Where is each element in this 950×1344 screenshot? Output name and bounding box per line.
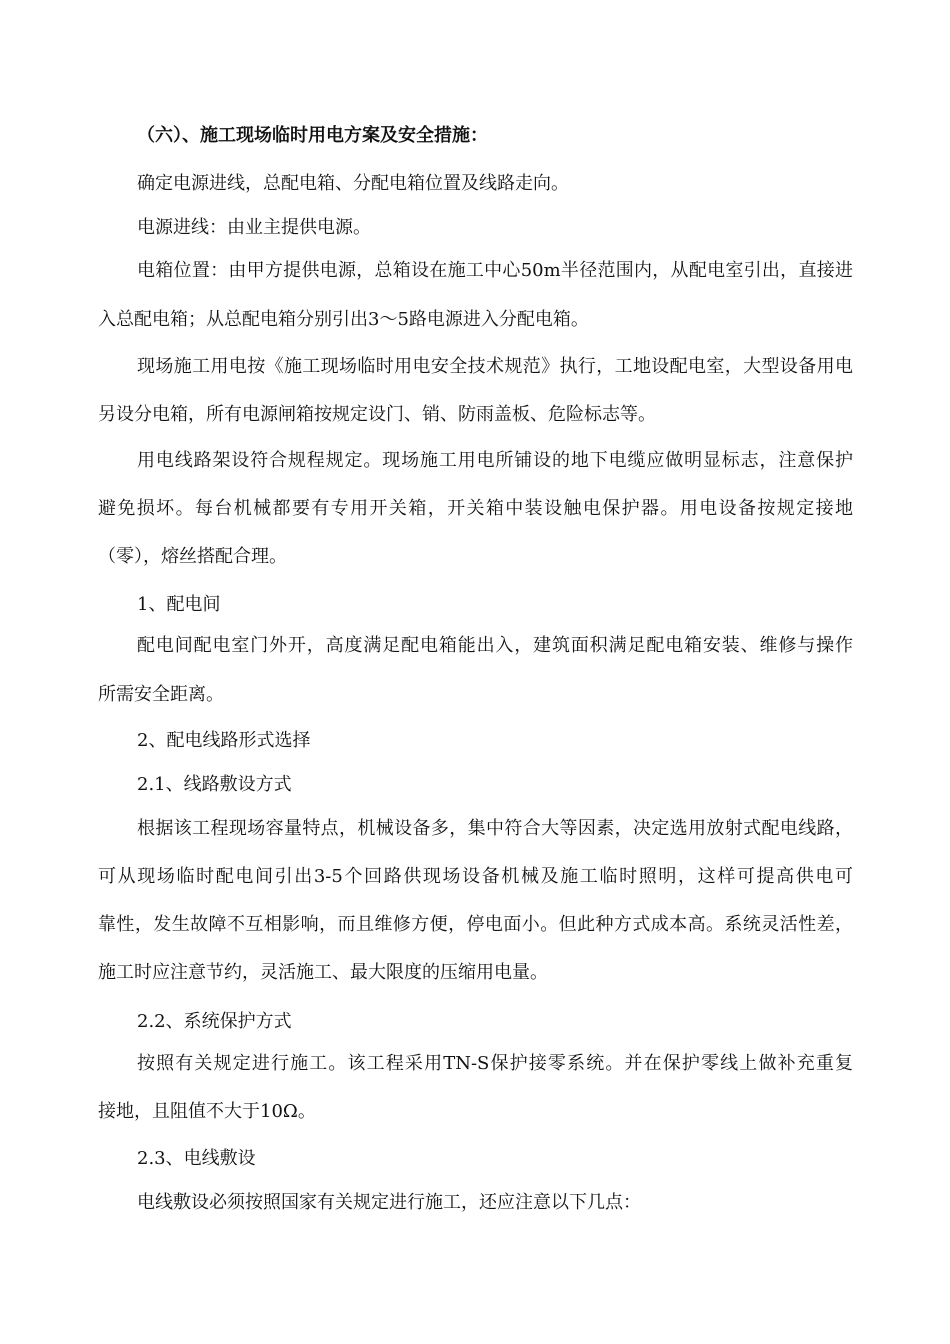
paragraph-line: 用电线路架设符合规程规定。现场施工用电所铺设的地下电缆应做明显标志，注意保护 (137, 450, 853, 471)
paragraph-line: 靠性，发生故障不互相影响，而且维修方便，停电面小。但此种方式成本高。系统灵活性差， (98, 914, 853, 935)
section-subheading: 2、配电线路形式选择 (137, 730, 311, 751)
paragraph-line: 确定电源进线，总配电箱、分配电箱位置及线路走向。 (137, 173, 569, 194)
paragraph-line: 所需安全距离。 (98, 684, 224, 705)
paragraph-line: 电箱位置：由甲方提供电源，总箱设在施工中心50m半径范围内，从配电室引出，直接进 (137, 260, 853, 281)
paragraph-line: 现场施工用电按《施工现场临时用电安全技术规范》执行，工地设配电室，大型设备用电 (137, 356, 853, 377)
paragraph-line: 施工时应注意节约，灵活施工、最大限度的压缩用电量。 (98, 962, 548, 983)
paragraph-line: 电线敷设必须按照国家有关规定进行施工，还应注意以下几点： (137, 1192, 641, 1213)
paragraph-line: 根据该工程现场容量特点，机械设备多，集中符合大等因素，决定选用放射式配电线路， (137, 818, 853, 839)
paragraph-line: 接地，且阻值不大于10Ω。 (98, 1101, 316, 1122)
section-subheading: 2.2、系统保护方式 (137, 1011, 292, 1032)
paragraph-line: （零），熔丝搭配合理。 (98, 546, 287, 567)
section-subheading: 2.3、电线敷设 (137, 1148, 256, 1169)
section-subheading: 2.1、线路敷设方式 (137, 774, 292, 795)
paragraph-line: 电源进线：由业主提供电源。 (137, 217, 371, 238)
paragraph-line: 配电间配电室门外开，高度满足配电箱能出入，建筑面积满足配电箱安装、维修与操作 (137, 635, 853, 656)
paragraph-line: 可从现场临时配电间引出3-5个回路供现场设备机械及施工临时照明，这样可提高供电可 (98, 866, 853, 887)
section-heading: （六）、施工现场临时用电方案及安全措施： (137, 125, 488, 146)
paragraph-line: 按照有关规定进行施工。该工程采用TN-S保护接零系统。并在保护零线上做补充重复 (137, 1053, 853, 1074)
paragraph-line: 入总配电箱；从总配电箱分别引出3～5路电源进入分配电箱。 (98, 309, 589, 330)
paragraph-line: 避免损坏。每台机械都要有专用开关箱，开关箱中装设触电保护器。用电设备按规定接地 (98, 498, 853, 519)
paragraph-line: 另设分电箱，所有电源闸箱按规定设门、销、防雨盖板、危险标志等。 (98, 404, 656, 425)
section-subheading: 1、配电间 (137, 594, 221, 615)
